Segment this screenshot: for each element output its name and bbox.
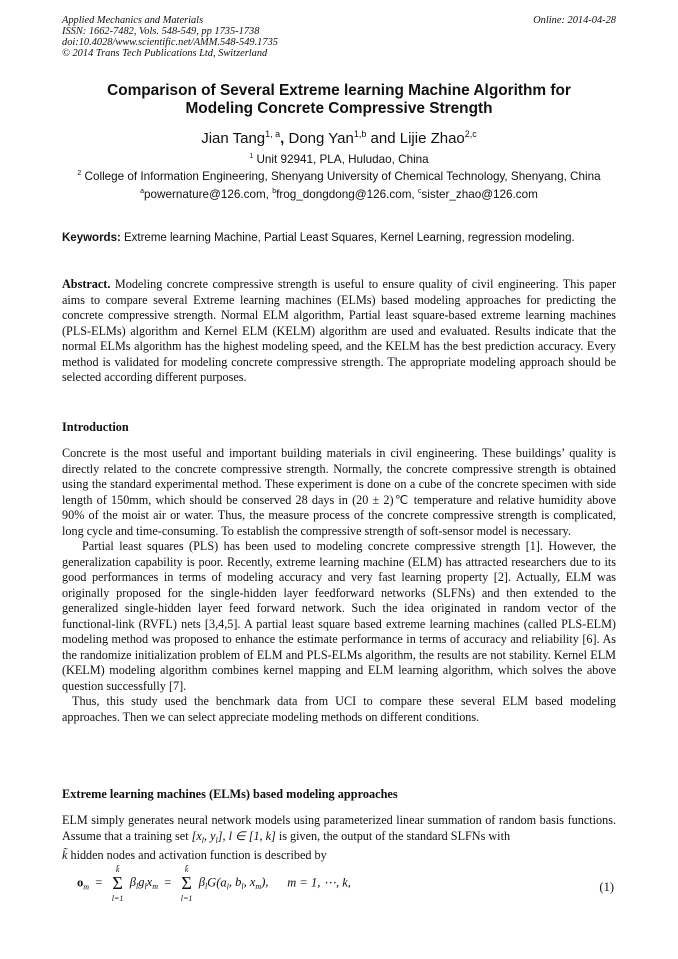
elm-p2-text: hidden nodes and activation function is described by bbox=[67, 848, 327, 862]
journal-name: Applied Mechanics and Materials bbox=[62, 15, 204, 26]
abstract bbox=[62, 277, 616, 386]
author-1-sup: 1, a bbox=[265, 129, 281, 139]
email-c[interactable]: sister_zhao@126.com bbox=[421, 187, 538, 201]
introduction-body bbox=[62, 446, 616, 725]
email-a[interactable]: powernature@126.com, bbox=[144, 187, 273, 201]
affiliations bbox=[62, 150, 616, 202]
email-a-sup: a bbox=[140, 187, 145, 195]
email-list bbox=[62, 185, 616, 202]
author-3: Lijie Zhao bbox=[399, 130, 465, 147]
affiliation-2 bbox=[62, 167, 616, 184]
equation-1-body: $o_m$ = k̃ Σ l=1 $\beta_lg_lx_m$ = k̃ Σ l=1 $\beta_lG(a_l$, $b_l$, $x_m$), m = 1, ⋯, k, bbox=[77, 865, 351, 903]
keywords-label: Keywords: bbox=[62, 232, 121, 244]
eq-output-symbol: o bbox=[77, 875, 84, 890]
intro-paragraph-1: Concrete is the most useful and important building materials in civil engineering. These buildings’ quality is directly related to the concrete compressive strength. Normally, the concrete compressive strength is obtained using the standard experimental method. These experiment is done on a cube of the concrete specimen with side length of 150mm, which should be conserved 28 days in (20 ± 2)℃ temperature and relative humidity above 90% of the moist air or water. Thus, the measure process of the concrete compressive strength is complicated, long cycle and time-consuming. To establish the compressive strength of soft-sensor model is necessary. bbox=[62, 446, 616, 538]
paper-title bbox=[62, 82, 616, 118]
author-3-sup: 2,c bbox=[464, 129, 477, 139]
issn-line: ISSN: 1662-7482, Vols. 548-549, pp 1735-1738 bbox=[62, 26, 260, 37]
elm-p1-text-a: ELM simply generates neural network models using parameterized linear summation of random basis functions. Assume that a training set bbox=[62, 813, 616, 843]
journal-header bbox=[62, 15, 616, 59]
introduction-heading: Introduction bbox=[62, 420, 129, 434]
email-b-sup: b bbox=[272, 187, 277, 195]
title-line-2: Modeling Concrete Compressive Strength bbox=[185, 100, 493, 117]
elm-section-body bbox=[62, 813, 616, 864]
affiliation-2-text: College of Information Engineering, Shenyang University of Chemical Technology, Shenyang, China bbox=[81, 170, 601, 184]
author-1: Jian Tang bbox=[201, 130, 266, 147]
elm-paragraph-2 bbox=[62, 848, 616, 864]
elm-paragraph-1 bbox=[62, 813, 616, 848]
keywords bbox=[62, 231, 616, 246]
title-line-1: Comparison of Several Extreme learning Machine Algorithm for bbox=[107, 82, 571, 99]
eq-condition: m = 1, ⋯, k, bbox=[287, 875, 351, 890]
affiliation-1 bbox=[62, 150, 616, 167]
email-c-sup: c bbox=[417, 187, 422, 195]
email-b[interactable]: frog_dongdong@126.com, bbox=[276, 187, 418, 201]
eq-beta-1: β bbox=[129, 875, 136, 890]
training-set-open: [x bbox=[191, 828, 202, 843]
hidden-nodes-symbol: k̃ bbox=[62, 848, 68, 862]
eq-activation: G(a bbox=[207, 875, 227, 890]
author-2-sup: 1,b bbox=[353, 129, 367, 139]
abstract-label: Abstract. bbox=[62, 277, 111, 291]
affiliation-1-sup: 1 bbox=[249, 153, 254, 160]
sum-symbol-2: k̃ Σ l=1 bbox=[180, 865, 193, 903]
author-sep-2: and bbox=[366, 130, 400, 147]
intro-paragraph-2: Partial least squares (PLS) has been used to modeling concrete compressive strength [1]. However, the generalization capability is poor. Recently, extreme learning machine (ELM) has attracted researchers due to its good performances in terms of modeling accuracy and very fast learning property [2]. Actually, ELM was originally proposed for the single-hidden layer feedforward networks (SLFNs) and then extended to the generalized single-hidden layer feed forward network. Such the idea originated in random vector of the functional-link (RVFL) nets [3,4,5]. A partial least square based extreme learning machines (called PLS-ELM) modeling method was proposed to enhance the estimate performance in terms of accuracy and reliability [6]. As the randomize initialization problem of ELM and PLS-ELMs algorithm, the results are not stability. Kernel ELM (KELM) modeling algorithm combines kernel mapping and ELM learning algorithm, which solves the above question successfully [7]. bbox=[62, 539, 616, 693]
sum-symbol-1: k̃ Σ l=1 bbox=[111, 865, 124, 903]
author-2: Dong Yan bbox=[288, 130, 354, 147]
copyright-line: © 2014 Trans Tech Publications Ltd, Switzerland bbox=[62, 48, 268, 59]
affiliation-2-sup: 2 bbox=[77, 170, 82, 178]
author-list bbox=[62, 125, 616, 148]
intro-paragraph-3: Thus, this study used the benchmark data from UCI to compare these several ELM based modeling approaches. Then we can select appreciate modeling methods on different conditions. bbox=[62, 694, 616, 724]
keywords-text: Extreme learning Machine, Partial Least Squares, Kernel Learning, regression modeling. bbox=[120, 232, 575, 244]
elm-p1-text-b: is given, the output of the standard SLFNs with bbox=[275, 828, 511, 843]
training-set-math: [$x_l$, $y_l$], l ∈ [1, k] bbox=[191, 828, 276, 845]
author-sep-1: , bbox=[280, 130, 289, 147]
affiliation-1-text: Unit 92941, PLA, Huludao, China bbox=[253, 152, 429, 166]
equation-1-number: (1) bbox=[599, 880, 614, 894]
doi-line[interactable]: doi:10.4028/www.scientific.net/AMM.548-549.1735 bbox=[62, 37, 278, 48]
equation-1 bbox=[62, 866, 616, 908]
online-date: Online: 2014-04-28 bbox=[533, 15, 616, 26]
elm-section-heading: Extreme learning machines (ELMs) based modeling approaches bbox=[62, 787, 398, 801]
abstract-text: Modeling concrete compressive strength is useful to ensure quality of civil engineering. This paper aims to compare several Extreme learning machines (ELMs) based modeling approaches for predicting the concrete compressive strength. Normal ELM algorithm, Partial least square-based extreme learning machines (PLS-ELMs) algorithm and Kernel ELM (KELM) algorithm are used and evaluated. Results indicate that the normal ELMs algorithm has the highest modeling speed, and the KELM has the best prediction accuracy. Every method is validated for modeling concrete compressive strength. The appropriate modeling approach should be selected according different purposes. bbox=[62, 277, 616, 384]
